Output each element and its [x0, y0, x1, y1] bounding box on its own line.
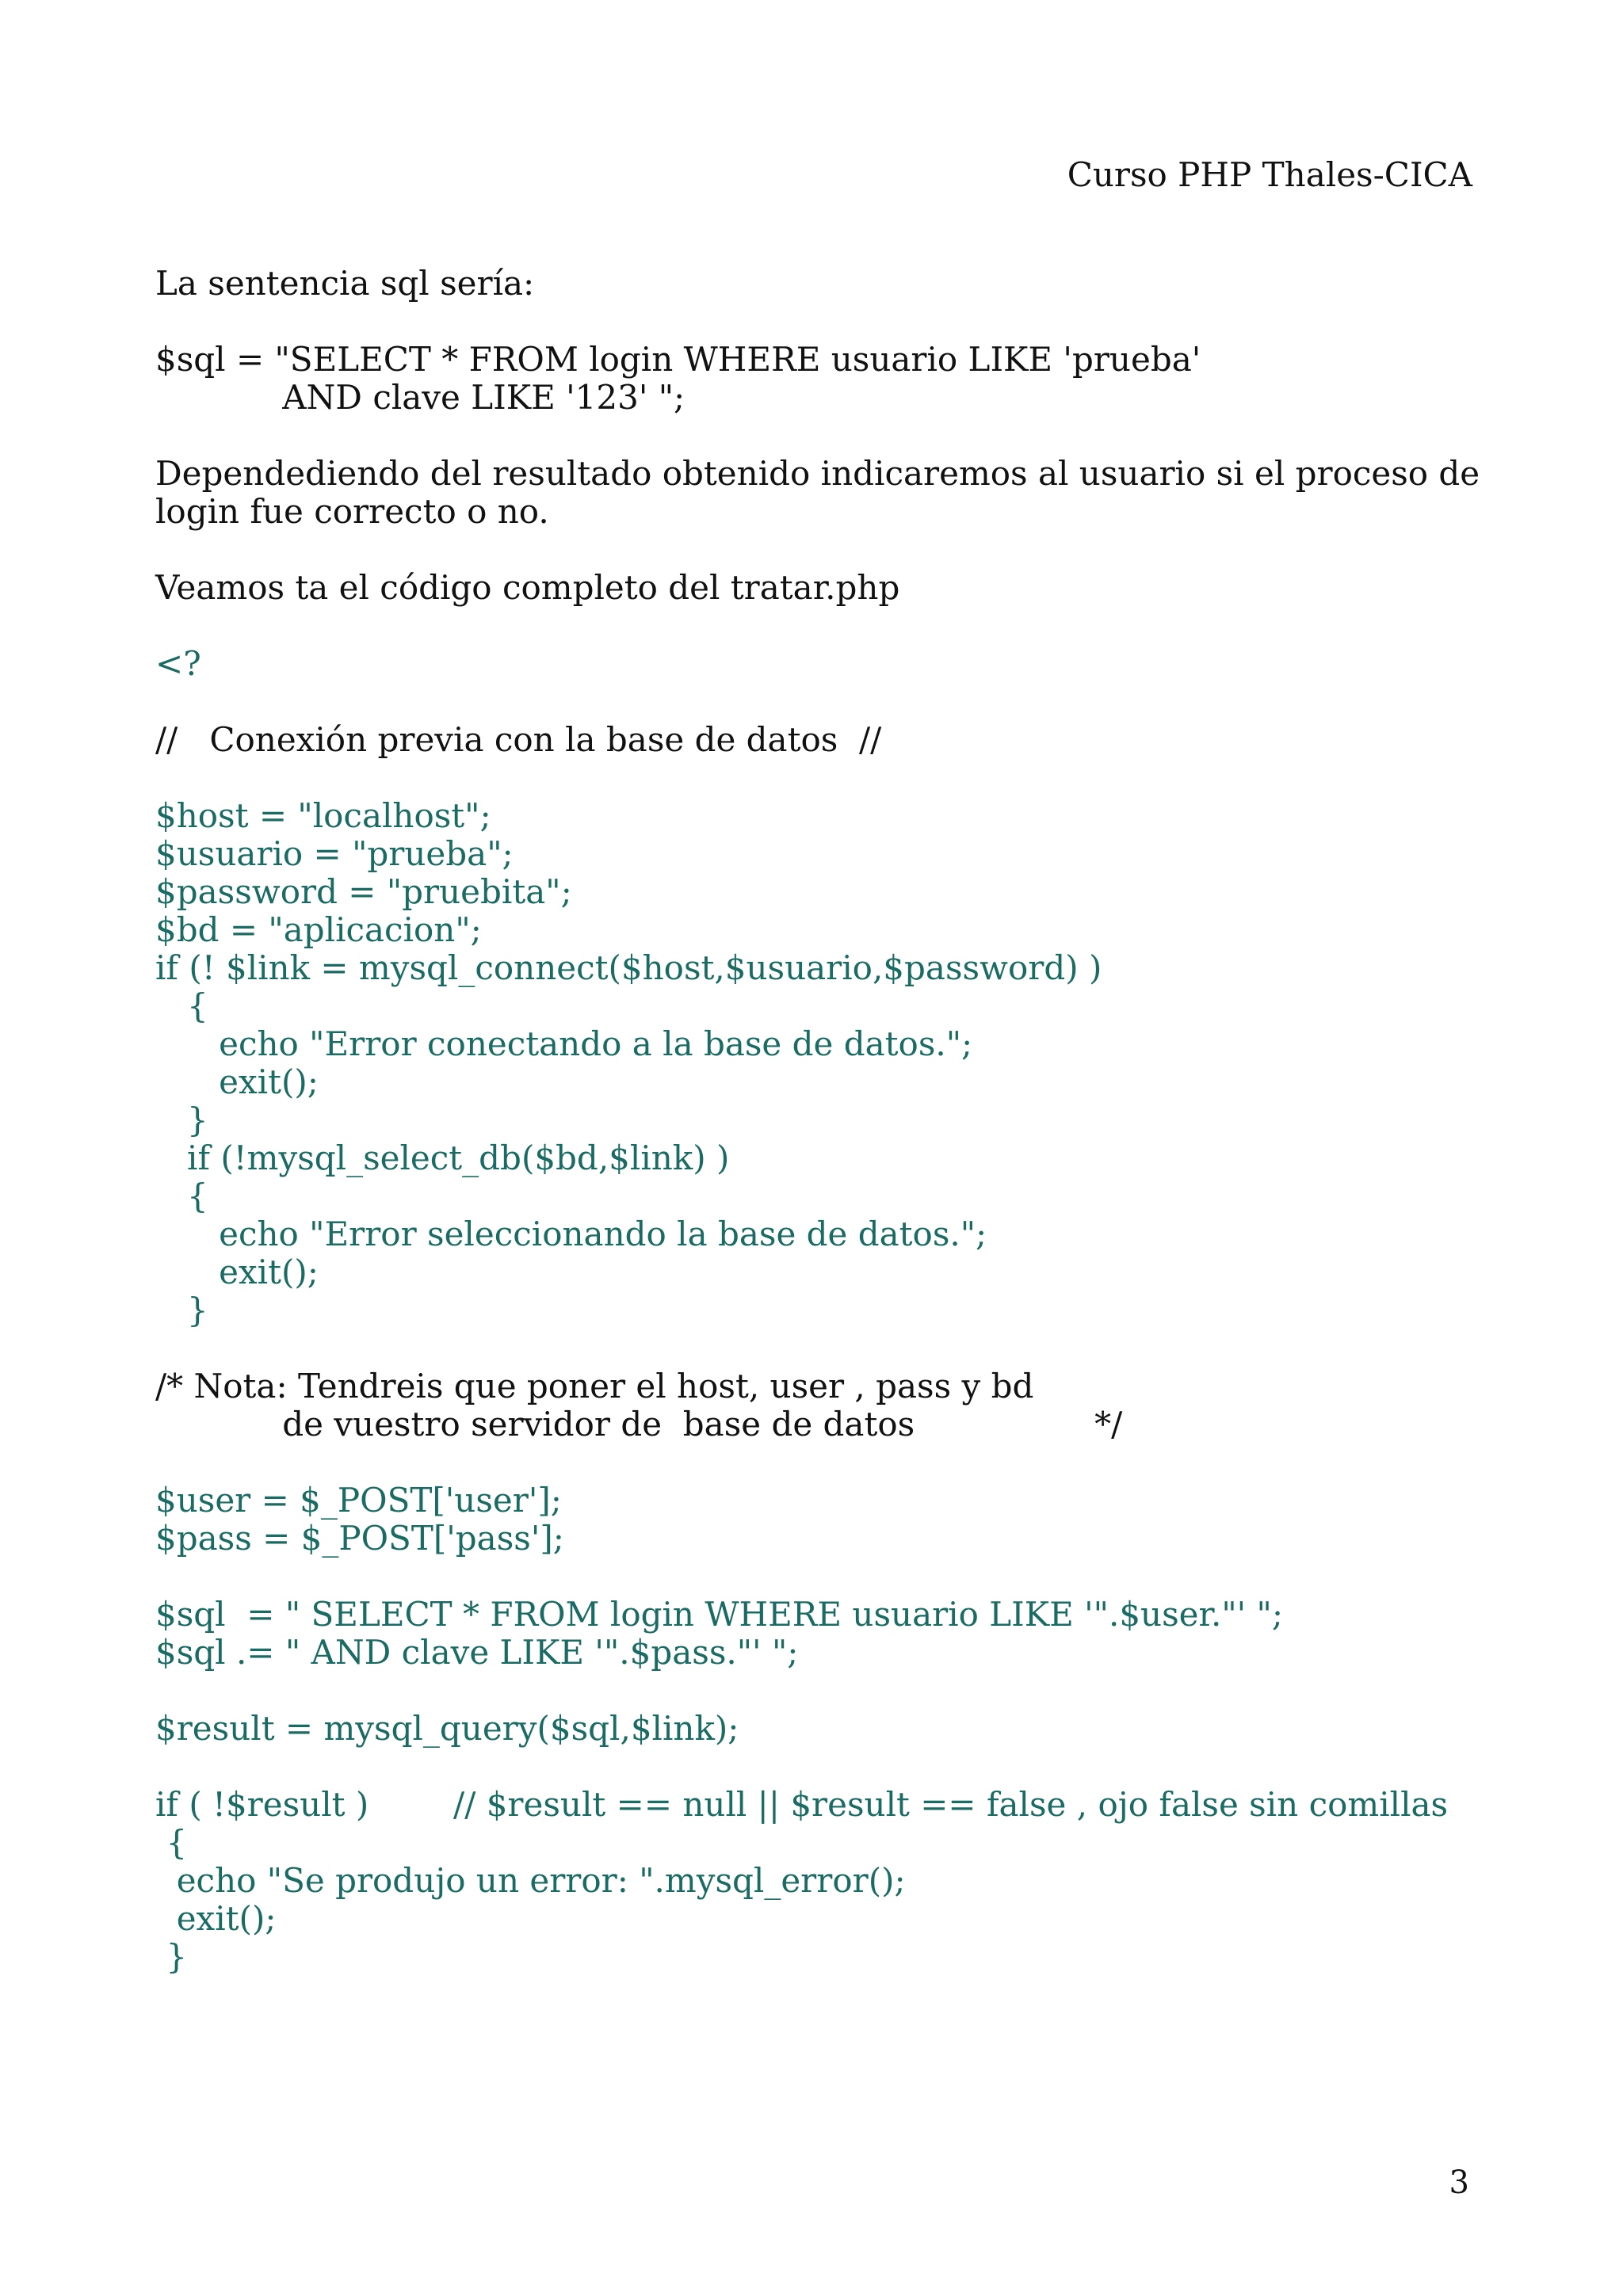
paragraph-gap: [155, 1672, 1503, 1710]
code-line: exit();: [155, 1899, 277, 1938]
code-line: <?: [155, 644, 201, 683]
code-line: if (! $link = mysql_connect($host,$usuario,$password) ): [155, 948, 1102, 987]
code-line: $usuario = "prueba";: [155, 834, 514, 873]
document-body: [155, 265, 1503, 1976]
text-line: La sentencia sql sería:: [155, 264, 535, 303]
text-line: $sql = "SELECT * FROM login WHERE usuario LIKE 'prueba': [155, 340, 1201, 379]
text-line: AND clave LIKE '123' ";: [155, 378, 685, 417]
code-line: echo "Se produjo un error: ".mysql_error();: [155, 1861, 906, 1900]
code-line: $pass = $_POST['pass'];: [155, 1519, 564, 1558]
code-line: $sql = " SELECT * FROM login WHERE usuario LIKE '".$user."' ";: [155, 1595, 1284, 1634]
paragraph-gap: [155, 1748, 1503, 1786]
paragraph-gap: [155, 683, 1503, 721]
code-line: $sql .= " AND clave LIKE '".$pass."' ";: [155, 1633, 799, 1672]
paragraph-gap: [155, 531, 1503, 569]
code-line: if ( !$result ) // $result == null || $result == false , ojo false sin comillas: [155, 1785, 1449, 1824]
text-line: /* Nota: Tendreis que poner el host, user , pass y bd: [155, 1367, 1034, 1405]
code-line: $host = "localhost";: [155, 796, 491, 835]
paragraph-gap: [155, 1329, 1503, 1367]
paragraph-gap: [155, 1444, 1503, 1482]
code-line: $password = "pruebita";: [155, 872, 572, 911]
code-line: }: [155, 1937, 188, 1976]
page-number: 3: [1449, 2164, 1469, 2201]
code-line: $user = $_POST['user'];: [155, 1481, 562, 1520]
paragraph-gap: [155, 759, 1503, 797]
paragraph-gap: [155, 607, 1503, 645]
text-line: Veamos ta el código completo del tratar.php: [155, 568, 900, 607]
code-line: {: [155, 1177, 208, 1215]
paragraph-gap: [155, 1558, 1503, 1596]
code-line: echo "Error conectando a la base de datos.";: [155, 1024, 973, 1063]
code-line: $bd = "aplicacion";: [155, 910, 482, 949]
text-line: // Conexión previa con la base de datos //: [155, 720, 882, 759]
code-line: }: [155, 1291, 208, 1329]
code-line: exit();: [155, 1062, 319, 1101]
code-line: $result = mysql_query($sql,$link);: [155, 1709, 739, 1748]
page-header: Curso PHP Thales-CICA: [1067, 155, 1472, 194]
text-line: Dependediendo del resultado obtenido indicaremos al usuario si el proceso de: [155, 454, 1480, 493]
text-line: de vuestro servidor de base de datos */: [155, 1405, 1123, 1444]
paragraph-gap: [155, 303, 1503, 341]
code-line: echo "Error seleccionando la base de datos.";: [155, 1215, 987, 1253]
code-line: {: [155, 986, 208, 1025]
code-line: {: [155, 1823, 188, 1862]
code-line: }: [155, 1100, 208, 1139]
text-line: login fue correcto o no.: [155, 492, 549, 531]
paragraph-gap: [155, 417, 1503, 455]
code-line: if (!mysql_select_db($bd,$link) ): [155, 1138, 730, 1177]
code-line: exit();: [155, 1253, 319, 1291]
